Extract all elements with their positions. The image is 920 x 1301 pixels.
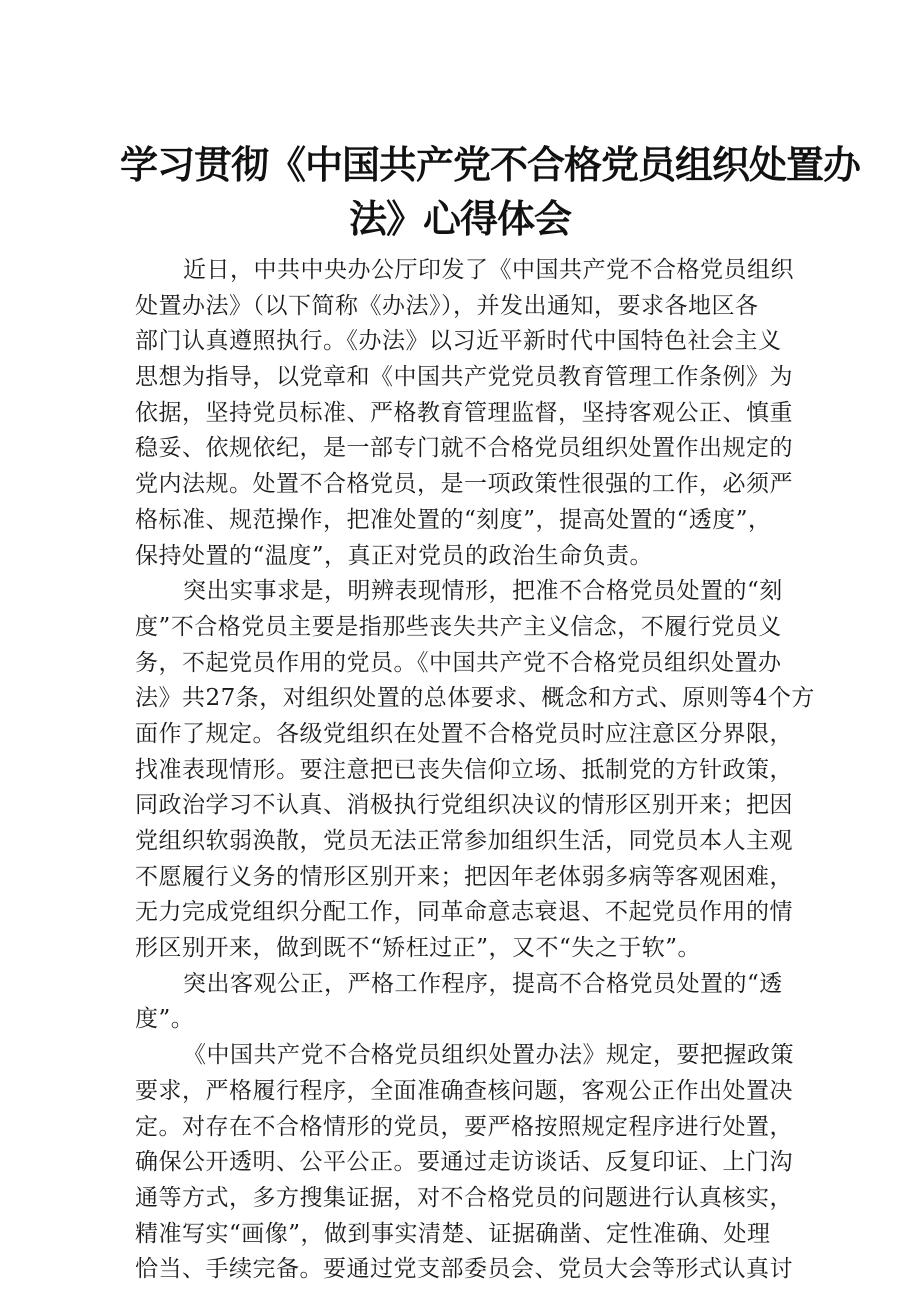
text-line: 稳妥、依规依纪，是一部专门就不合格党员组织处置作出规定的 bbox=[135, 435, 793, 462]
text-line: 思想为指导，以党章和《中国共产党党员教育管理工作条例》为 bbox=[135, 364, 793, 391]
paragraph-1 bbox=[135, 253, 799, 574]
title-line: 法》心得体会 bbox=[348, 197, 571, 241]
text-line: 部门认真遵照执行。《办法》以习近平新时代中国特色社会主义 bbox=[135, 328, 782, 355]
text-line: 依据，坚持党员标准、严格教育管理监督，坚持客观公正、慎重 bbox=[135, 399, 793, 426]
text-line: 面作了规定。各级党组织在处置不合格党员时应注意区分界限， bbox=[135, 720, 793, 747]
text-line: 要求，严格履行程序，全面准确查核问题，客观公正作出处置决 bbox=[135, 1077, 793, 1104]
document-body bbox=[135, 253, 815, 1288]
text-line: 形区别开来，做到既不“矫枉过正”，又不“失之于软”。 bbox=[135, 935, 702, 962]
text-line: 格标准、规范操作，把准处置的“刻度”，提高处置的“透度”， bbox=[135, 506, 772, 533]
title-line: 学习贯彻《中国共产党不合格党员组织处置办 bbox=[120, 143, 861, 187]
text-line: 恰当、手续完备。要通过党支部委员会、党员大会等形式认真讨 bbox=[135, 1256, 793, 1283]
text-line: 近日，中共中央办公厅印发了《中国共产党不合格党员组织 bbox=[183, 257, 794, 283]
text-line: 处置办法》（以下简称《办法》），并发出通知，要求各地区各 bbox=[135, 292, 759, 319]
text-line: 定。对存在不合格情形的党员，要严格按照规定程序进行处置， bbox=[135, 1113, 793, 1140]
text-line: 突出客观公正，严格工作程序，提高不合格党员处置的“透 bbox=[183, 970, 783, 997]
text-line: 同政治学习不认真、消极执行党组织决议的情形区别开来；把因 bbox=[135, 792, 793, 819]
text-line: 务，不起党员作用的党员。《中国共产党不合格党员组织处置办 bbox=[135, 649, 782, 676]
text-line: 党组织软弱涣散，党员无法正常参加组织生活，同党员本人主观 bbox=[135, 828, 793, 854]
text-line: 精准写实“画像”，做到事实清楚、证据确凿、定性准确、处理 bbox=[135, 1220, 771, 1247]
text-line: 度”不合格党员主要是指那些丧失共产主义信念，不履行党员义 bbox=[135, 613, 782, 640]
text-line: 确保公开透明、公平公正。要通过走访谈话、反复印证、上门沟 bbox=[135, 1149, 793, 1176]
paragraph-3 bbox=[135, 967, 799, 1038]
text-line: 法》共27条，对组织处置的总体要求、概念和方式、原则等4个方 bbox=[135, 685, 815, 712]
text-line: 通等方式，多方搜集证据，对不合格党员的问题进行认真核实， bbox=[135, 1184, 793, 1211]
text-line: 度”。 bbox=[135, 1006, 195, 1033]
text-line: 找准表现情形。要注意把已丧失信仰立场、抵制党的方针政策， bbox=[135, 756, 793, 783]
text-line: 无力完成党组织分配工作，同革命意志衰退、不起党员作用的情 bbox=[135, 899, 793, 926]
text-line: 党内法规。处置不合格党员，是一项政策性很强的工作，必须严 bbox=[135, 471, 793, 498]
text-line: 《中国共产党不合格党员组织处置办法》规定，要把握政策 bbox=[183, 1042, 794, 1069]
text-line: 不愿履行义务的情形区别开来；把因年老体弱多病等客观困难， bbox=[135, 863, 793, 890]
paragraph-2 bbox=[135, 574, 815, 967]
document-title bbox=[120, 138, 861, 246]
paragraph-4 bbox=[135, 1038, 799, 1288]
text-line: 突出实事求是，明辨表现情形，把准不合格党员处置的“刻 bbox=[183, 578, 783, 605]
text-line: 保持处置的“温度”，真正对党员的政治生命负责。 bbox=[135, 542, 654, 569]
